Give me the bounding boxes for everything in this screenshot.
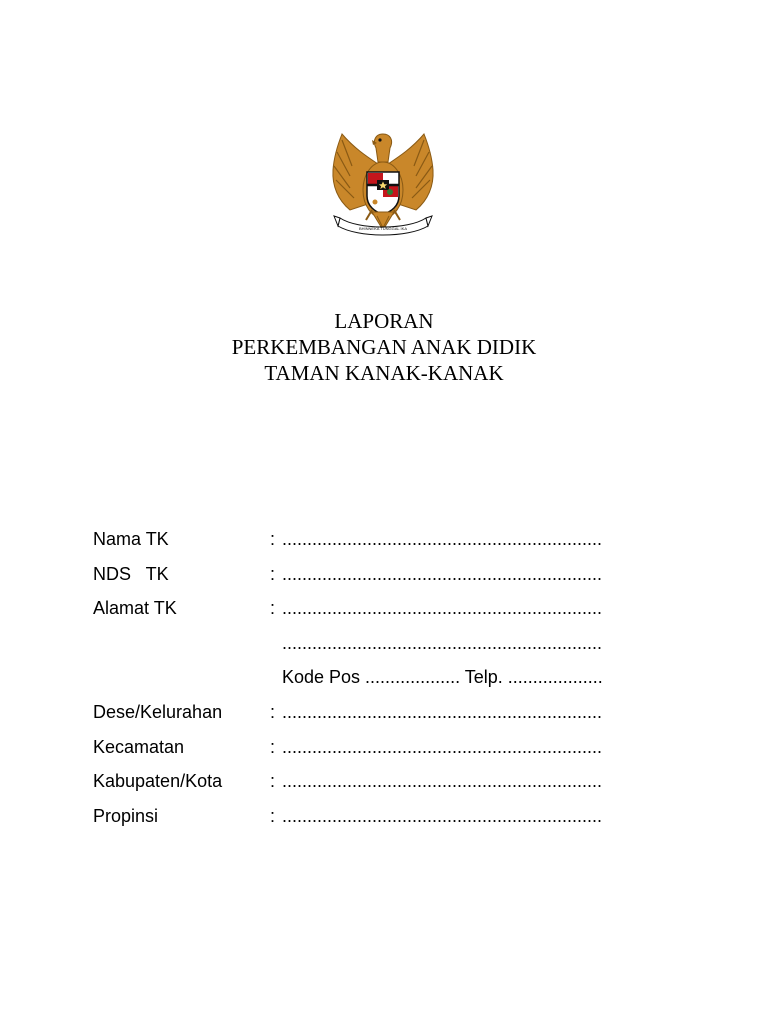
field-kabupaten-kota bbox=[0, 769, 768, 793]
document-title bbox=[0, 308, 768, 386]
field-kecamatan bbox=[0, 735, 768, 759]
field-alamat-continued bbox=[0, 631, 768, 655]
field-propinsi bbox=[0, 804, 768, 828]
field-nama-tk bbox=[0, 527, 768, 551]
field-blank[interactable]: ................................................................ bbox=[282, 564, 603, 584]
title-line-3: TAMAN KANAK-KANAK bbox=[264, 361, 504, 385]
emblem-motto: BHINNEKA TUNGGAL IKA bbox=[358, 226, 408, 231]
field-label: Dese/Kelurahan bbox=[93, 702, 223, 722]
garuda-pancasila-emblem-icon bbox=[328, 126, 438, 242]
field-label: Propinsi bbox=[93, 806, 159, 826]
kode-pos-telp-text[interactable]: Kode Pos ................... Telp. ................... bbox=[282, 667, 603, 687]
field-colon: : bbox=[270, 702, 276, 722]
field-label: Kabupaten/Kota bbox=[93, 771, 223, 791]
title-line-2: PERKEMBANGAN ANAK DIDIK bbox=[231, 335, 537, 359]
field-colon: : bbox=[270, 529, 276, 549]
field-label: Kecamatan bbox=[93, 737, 185, 757]
field-desa-kelurahan bbox=[0, 700, 768, 724]
title-line-1: LAPORAN bbox=[334, 309, 434, 333]
field-label: Nama TK bbox=[93, 529, 169, 549]
field-blank[interactable]: ................................................................ bbox=[282, 598, 603, 618]
field-colon: : bbox=[270, 771, 276, 791]
field-colon: : bbox=[270, 737, 276, 757]
field-blank[interactable]: ................................................................ bbox=[282, 633, 603, 653]
field-blank[interactable]: ................................................................ bbox=[282, 806, 603, 826]
field-nds-tk bbox=[0, 562, 768, 586]
field-colon: : bbox=[270, 598, 276, 618]
field-blank[interactable]: ................................................................ bbox=[282, 529, 603, 549]
field-blank[interactable]: ................................................................ bbox=[282, 771, 603, 791]
field-kode-pos-telp bbox=[0, 665, 768, 689]
field-label: Alamat TK bbox=[93, 598, 177, 618]
field-alamat-tk bbox=[0, 596, 768, 620]
field-blank[interactable]: ................................................................ bbox=[282, 702, 603, 722]
field-blank[interactable]: ................................................................ bbox=[282, 737, 603, 757]
field-colon: : bbox=[270, 806, 276, 826]
field-colon: : bbox=[270, 564, 276, 584]
field-label: NDS TK bbox=[93, 564, 169, 584]
